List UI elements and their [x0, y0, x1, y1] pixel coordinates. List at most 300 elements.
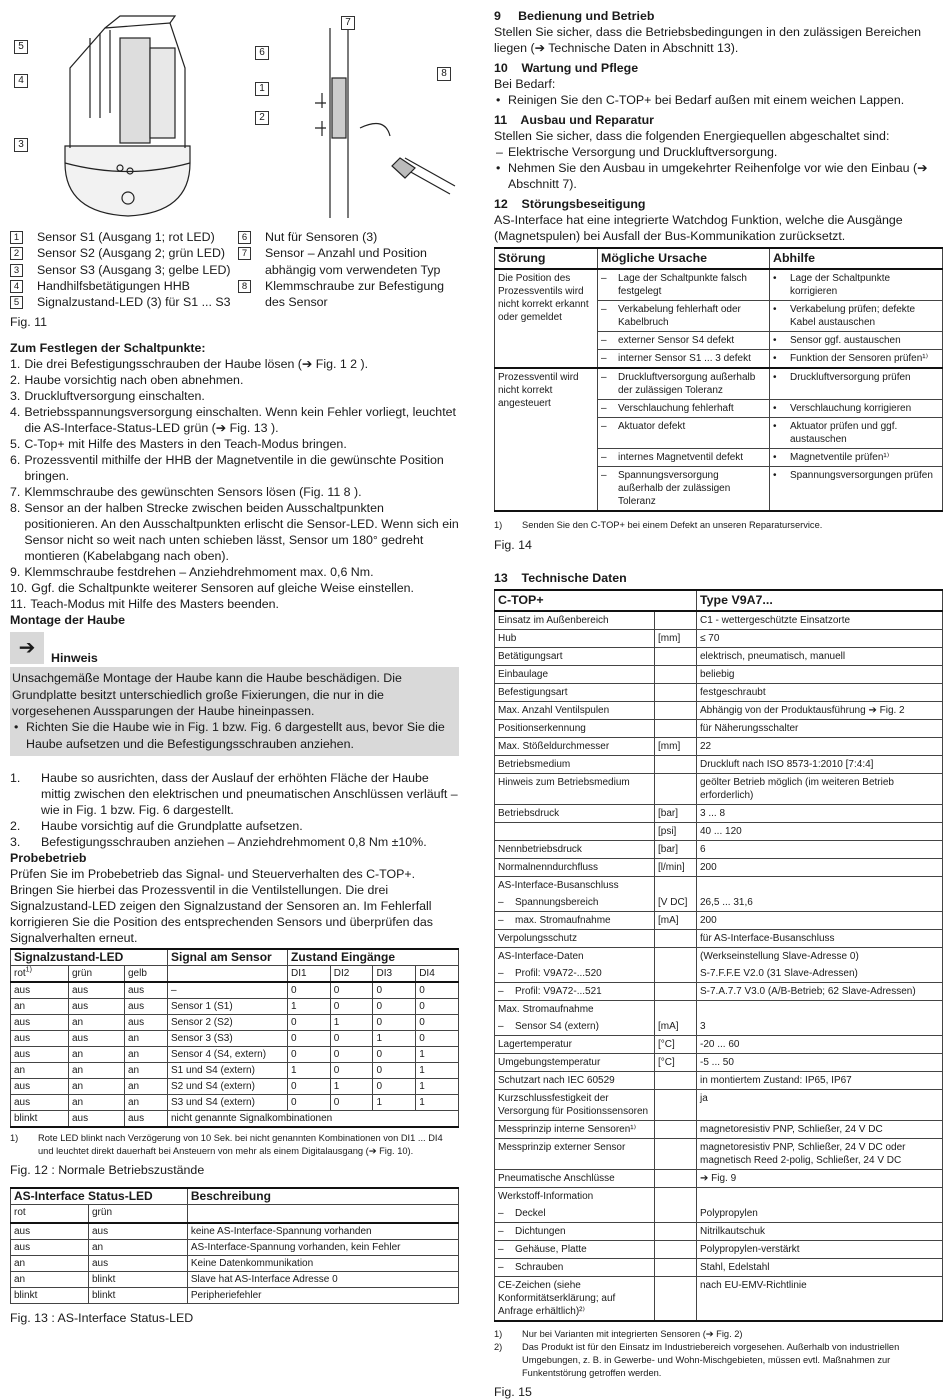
list-item: 2. Haube vorsichtig auf die Grundplatte aufsetzen.: [10, 818, 303, 833]
table-cell: [mm]: [655, 630, 697, 648]
section-11-heading: 11 Ausbau und Reparatur: [494, 113, 654, 127]
table-cell: an: [69, 1046, 125, 1062]
table-row: [495, 894, 943, 912]
table-cell: • Verkabelung prüfen; defekte Kabel austauschen: [770, 301, 943, 332]
montage-heading: Montage der Haube: [10, 613, 125, 628]
table-cell: [655, 720, 697, 738]
table-cell: 1: [330, 1078, 373, 1094]
table-cell: 1: [373, 1030, 416, 1046]
table-row: [495, 859, 943, 877]
table-cell: [mm]: [655, 738, 697, 756]
table-cell: Sensor 4 (S4, extern): [168, 1046, 288, 1062]
callout-3: 3: [14, 138, 28, 152]
table-cell: [655, 1241, 697, 1259]
table-cell: 22: [697, 738, 943, 756]
table-cell: – Aktuator defekt: [598, 418, 770, 449]
table-row: [495, 877, 943, 895]
list-item: 4. Betriebsspannungsversorgung einschalten. Wenn kein Fehler vorliegt, leuchtet die AS-Interface-Status-LED grün (➔ Fig. 13 ).: [10, 405, 456, 436]
list-item: 2. Haube vorsichtig nach oben abnehmen.: [10, 373, 244, 388]
list-item: 8. Sensor an der halben Strecke zwischen beiden Ausschaltpunkten positionieren. An den Ausschaltpunkten erlischt die Sensor-LED. Wenn sich ein Sensor nicht so weit nach unten schieben lässt, Sensor um 180° gedreht montieren (Kabelabgang nach oben).: [10, 501, 459, 564]
table-row: [495, 1170, 943, 1188]
section-10-bullet: Reinigen Sie den C-TOP+ bei Bedarf außen mit einem weichen Lappen.: [508, 93, 905, 107]
table-row: [495, 738, 943, 756]
table-cell: – Dichtungen: [495, 1223, 655, 1241]
table-cell: 0: [416, 1030, 459, 1046]
table-row: [495, 630, 943, 648]
table-cell: Pneumatische Anschlüsse: [495, 1170, 655, 1188]
table-cell: Messprinzip interne Sensoren¹⁾: [495, 1121, 655, 1139]
table-row: [495, 774, 943, 805]
list-item: 5. C-Top+ mit Hilfe des Masters in den Teach-Modus bringen.: [10, 437, 347, 452]
table-cell: -20 ... 60: [697, 1036, 943, 1054]
table-cell: 200: [697, 859, 943, 877]
table-cell: magnetoresistiv PNP, Schließer, 24 V DC: [697, 1121, 943, 1139]
table-cell: in montiertem Zustand: IP65, IP67: [697, 1072, 943, 1090]
legend-num: 1: [10, 231, 23, 244]
table-cell: Prozessventil wird nicht korrekt angesteuert: [495, 368, 598, 511]
table-cell: – Spannungsbereich: [495, 894, 655, 912]
bullet-icon: •: [14, 720, 19, 735]
fig14-footnote: 1) Senden Sie den C-TOP+ bei einem Defekt an unseren Reparaturservice.: [494, 520, 823, 530]
table-cell: aus: [11, 982, 69, 999]
table-cell: S-7.A.7.7 V3.0 (A/B-Betrieb; 62 Slave-Adressen): [697, 983, 943, 1001]
col-header: Signal am Sensor: [168, 949, 288, 966]
legend-num: 7: [238, 247, 251, 260]
table-cell: 200: [697, 912, 943, 930]
table-cell: Stahl, Edelstahl: [697, 1259, 943, 1277]
fig13-table: AS-Interface Status-LED Beschreibung rot grün aus aus keine AS-Interface-Spannung vorhanden aus an AS-Interface-Spannung vorhanden, kein Fehler an aus Keine Datenkommunikation an blinkt Slave hat AS-Interface Adresse 0 blinkt blinkt Peripheriefehler: [10, 1187, 459, 1305]
figure-11-caption: Fig. 11: [10, 315, 47, 330]
table-row: [495, 841, 943, 859]
table-cell: magnetoresistiv PNP, Schließer, 24 V DC oder magnetisch Reed 2-polig, Schließer, 24 V DC: [697, 1139, 943, 1170]
list-item: 7. Klemmschraube des gewünschten Sensors lösen (Fig. 11 8 ).: [10, 485, 362, 500]
table-cell: an: [125, 1078, 168, 1094]
fig15-table: C-TOP+ Type V9A7... Einsatz im Außenbereich C1 - wettergeschützte Einsatzorte Hub [mm] ≤ 70 Betätigungsart elektrisch, pneumatisch, manuell Einbaulage beliebig Befestigungsart festgeschraubt Max. Anzahl Ventilspulen Abhängig von der Produktausführung ➔ Fig. 2 Positionserkennung für Näherungsschalter Max. Stößeldurchmesser [mm] 22 Betriebsmedium Druckluft nach ISO 8573-1:2010 [7:4:4] Hinweis zum Betriebsmedium geölter Betrieb möglich (im weiteren Betrieb erforderlich) Betriebsdruck [bar] 3 ... 8 [psi] 40 ... 120 Nennbetriebsdruck [bar] 6 Normalnenndurchfluss [l/min] 200 AS-Interface-Busanschluss – Spannungsbereich [V DC] 26,5 ... 31,6 – max. Stromaufnahme [mA] 200 Verpolungsschutz für AS-Interface-Busanschluss AS-Interface-Daten (Werkseinstellung Slave-Adresse 0) – Profil: V9A72-...520 S-7.F.F.E V2.0 (31 Slave-Adressen) – Profil: V9A72-...521 S-7.A.7.7 V3.0 (A/B-Betrieb; 62 Slave-Adressen) Max. Stromaufnahme – Sensor S4 (extern) [mA] 3 Lagertemperatur [°C] -20 ... 60 Umgebungstemperatur [°C] -5 ... 50 Schutzart nach IEC 60529 in montiertem Zustand: IP65, IP67 Kurzschlussfestigkeit der Versorgung für Positionssensoren ja Messprinzip interne Sensoren¹⁾ magnetoresistiv PNP, Schließer, 24 V DC Messprinzip externer Sensor magnetoresistiv PNP, Schließer, 24 V DC oder magnetisch Reed 2-polig, Schließer, 24 V DC Pneumatische Anschlüsse ➔ Fig. 9 Werkstoff-Information – Deckel Polypropylen – Dichtungen Nitrilkautschuk – Gehäuse, Platte Polypropylen-verstärkt – Schrauben Stahl, Edelstahl CE-Zeichen (siehe Konformitätserklärung; auf Anfrage erhältlich)²⁾ nach EU-EMV-Richtlinie: [494, 589, 943, 1322]
section-11-dash: Elektrische Versorgung und Druckluftversorgung.: [508, 145, 778, 159]
table-cell: [655, 1277, 697, 1322]
table-row: [495, 912, 943, 930]
table-cell: an: [11, 998, 69, 1014]
table-cell: Druckluft nach ISO 8573-1:2010 [7:4:4]: [697, 756, 943, 774]
table-cell: 6: [697, 841, 943, 859]
table-cell: – Deckel: [495, 1205, 655, 1223]
table-cell: blinkt: [89, 1288, 188, 1304]
table-cell: – Verkabelung fehlerhaft oder Kabelbruch: [598, 301, 770, 332]
table-cell: Umgebungstemperatur: [495, 1054, 655, 1072]
table-cell: ≤ 70: [697, 630, 943, 648]
table-cell: 1: [416, 1062, 459, 1078]
callout-4: 4: [14, 74, 28, 88]
legend-text: Sensor S2 (Ausgang 2; grün LED): [37, 246, 226, 261]
hinweis-label: Hinweis: [51, 651, 98, 666]
table-cell: Sensor 2 (S2): [168, 1014, 288, 1030]
table-cell: 1: [416, 1078, 459, 1094]
table-cell: – interner Sensor S1 ... 3 defekt: [598, 350, 770, 369]
table-cell: 0: [288, 1014, 331, 1030]
table-row: [495, 611, 943, 630]
table-cell: [655, 666, 697, 684]
table-cell: 1: [416, 1094, 459, 1110]
list-item: 9. Klemmschraube festdrehen – Anziehdrehmoment max. 0,6 Nm.: [10, 565, 374, 580]
table-cell: aus: [11, 1078, 69, 1094]
schaltpunkte-heading: Zum Festlegen der Schaltpunkte:: [10, 341, 206, 356]
table-cell: 0: [288, 1030, 331, 1046]
list-item: 3. Befestigungsschrauben anziehen – Anziehdrehmoment 0,8 Nm ±10%.: [10, 834, 427, 849]
table-cell: an: [69, 1014, 125, 1030]
table-cell: Sensor 1 (S1): [168, 998, 288, 1014]
table-cell: [mA]: [655, 912, 697, 930]
figure-15-caption: Fig. 15: [494, 1385, 532, 1399]
table-cell: Verpolungsschutz: [495, 930, 655, 948]
fig15-footnote-1: 1) Nur bei Varianten mit integrierten Sensoren (➔ Fig. 2): [494, 1329, 743, 1339]
table-cell: an: [69, 1094, 125, 1110]
col-header: Zustand Eingänge: [288, 949, 459, 966]
section-11-bullet: Nehmen Sie den Ausbau in umgekehrter Reihenfolge vor wie den Einbau (➔ Abschnitt 7).: [508, 161, 928, 191]
table-cell: – Profil: V9A72-...520: [495, 965, 655, 983]
list-item: 6. Prozessventil mithilfe der HHB der Magnetventile in die gewünschte Position bringen.: [10, 453, 444, 484]
table-row: [11, 1046, 459, 1062]
table-cell: [655, 611, 697, 630]
table-cell: [655, 648, 697, 666]
table-cell: Sensor 3 (S3): [168, 1030, 288, 1046]
table-cell: 1: [416, 1046, 459, 1062]
table-cell: – max. Stromaufnahme: [495, 912, 655, 930]
table-row: [495, 648, 943, 666]
table-row: [495, 930, 943, 948]
table-cell: Max. Anzahl Ventilspulen: [495, 702, 655, 720]
table-row: [11, 998, 459, 1014]
table-row: [495, 720, 943, 738]
table-cell: Normalnenndurchfluss: [495, 859, 655, 877]
section-12-text: AS-Interface hat eine integrierte Watchdog Funktion, welche die Ausgänge (Magnetspulen) bei Ausfall der Bus-Kommunikation zurücksetzt.: [494, 213, 903, 243]
fig15-footnote-2: 2) Das Produkt ist für den Einsatz im Industriebereich vorgesehen. Außerhalb von industriellen Umgebungen, z. B. in Gewerbe- und Wohn-Mischgebieten, müssen evtl. Maßnahmen zur Funkentstörung getroffen werden.: [494, 1342, 900, 1378]
table-cell: –: [168, 982, 288, 999]
table-cell: 0: [330, 1062, 373, 1078]
legend-num: 5: [10, 296, 23, 309]
section-12-heading: 12 Störungsbeseitigung: [494, 197, 646, 211]
table-cell: 0: [373, 1014, 416, 1030]
table-cell: [°C]: [655, 1036, 697, 1054]
table-cell: an: [125, 1046, 168, 1062]
table-cell: Werkstoff-Information: [495, 1188, 655, 1206]
table-row: [495, 983, 943, 1001]
table-cell: 3: [697, 1018, 943, 1036]
table-cell: aus: [11, 1046, 69, 1062]
table-row: [495, 1090, 943, 1121]
table-cell: 0: [330, 998, 373, 1014]
legend-text: Sensor S1 (Ausgang 1; rot LED): [37, 230, 215, 244]
table-cell: 1: [373, 1094, 416, 1110]
table-cell: Lagertemperatur: [495, 1036, 655, 1054]
table-cell: Betriebsdruck: [495, 805, 655, 823]
table-cell: – Verschlauchung fehlerhaft: [598, 400, 770, 418]
callout-7: 7: [341, 16, 355, 30]
table-cell: S2 und S4 (extern): [168, 1078, 288, 1094]
table-cell: Polypropylen-verstärkt: [697, 1241, 943, 1259]
table-cell: [655, 930, 697, 948]
table-cell: Hinweis zum Betriebsmedium: [495, 774, 655, 805]
table-row: [495, 1259, 943, 1277]
table-row: [11, 1014, 459, 1030]
table-cell: 0: [416, 998, 459, 1014]
table-cell: aus: [125, 1014, 168, 1030]
figure-13-caption: Fig. 13 : AS-Interface Status-LED: [10, 1311, 194, 1326]
legend-num: 6: [238, 231, 251, 244]
table-cell: blinkt: [89, 1272, 188, 1288]
table-cell: [655, 1170, 697, 1188]
table-cell: 0: [373, 998, 416, 1014]
table-cell: [655, 1259, 697, 1277]
table-row: [495, 1139, 943, 1170]
table-cell: Max. Stößeldurchmesser: [495, 738, 655, 756]
table-cell: aus: [11, 1014, 69, 1030]
table-cell: an: [125, 1062, 168, 1078]
legend-text: Klemmschraube zur Befestigung des Sensor: [265, 278, 445, 310]
table-row: [11, 1272, 459, 1288]
table-cell: [psi]: [655, 823, 697, 841]
legend-text: Signalzustand-LED (3) für S1 ... S3: [37, 295, 231, 310]
table-cell: Slave hat AS-Interface Adresse 0: [187, 1272, 458, 1288]
table-row: [495, 1241, 943, 1259]
dash-icon: –: [496, 145, 503, 159]
table-cell: aus: [11, 1223, 89, 1240]
table-cell: 3 ... 8: [697, 805, 943, 823]
table-cell: [655, 965, 697, 983]
table-cell: aus: [69, 982, 125, 999]
table-cell: festgeschraubt: [697, 684, 943, 702]
table-cell: AS-Interface-Daten: [495, 948, 655, 966]
table-row: [495, 702, 943, 720]
list-item: 11. Teach-Modus mit Hilfe des Masters beenden.: [10, 597, 279, 612]
hinweis-text: Unsachgemäße Montage der Haube kann die Haube beschädigen. Die Grundplatte besitzt unterschiedlich große Fixierungen, die nur in die vorgesehenen Aussparungen der Haube hineinpassen.: [12, 671, 402, 719]
table-cell: 0: [288, 1094, 331, 1110]
table-cell: AS-Interface-Spannung vorhanden, kein Fehler: [187, 1240, 458, 1256]
table-cell: • Verschlauchung korrigieren: [770, 400, 943, 418]
table-cell: [655, 1090, 697, 1121]
table-cell: S1 und S4 (extern): [168, 1062, 288, 1078]
fig12-table: Signalzustand-LED Signal am Sensor Zustand Eingänge rot$^{1)}$ grün gelb DI1 DI2 DI3 DI4 aus aus aus – 0 0 0 0 an aus aus Sensor 1 (S1) 1 0 0 0 aus an aus Sensor 2 (S2) 0 1 0 0 aus aus an Sensor 3 (S3) 0 0 1 0 aus an an Sensor 4 (S4, extern) 0 0 0 1 an an an S1 und S4 (extern) 1 0 0 1 aus an an S2 und S4 (extern) 0 1 0 1 aus an an S3 und S4 (extern) 0 0 1 1 blinkt aus aus nicht genannte Signalkombinationen: [10, 948, 459, 1128]
table-row: [495, 1018, 943, 1036]
table-cell: aus: [69, 998, 125, 1014]
table-cell: an: [89, 1240, 188, 1256]
table-cell: [mA]: [655, 1018, 697, 1036]
table-cell: für Näherungsschalter: [697, 720, 943, 738]
table-cell: Polypropylen: [697, 1205, 943, 1223]
table-cell: an: [11, 1256, 89, 1272]
hinweis-box: [10, 667, 459, 755]
table-cell: • Magnetventile prüfen¹⁾: [770, 449, 943, 467]
table-cell: 0: [288, 1046, 331, 1062]
table-cell: beliebig: [697, 666, 943, 684]
table-cell: aus: [11, 1030, 69, 1046]
callout-5: 5: [14, 40, 28, 54]
table-row: [11, 1078, 459, 1094]
table-cell: (Werkseinstellung Slave-Adresse 0): [697, 948, 943, 966]
montage-steps: [10, 770, 459, 850]
legend-num: 8: [238, 280, 251, 293]
callout-8: 8: [437, 67, 451, 81]
table-cell: aus: [11, 1240, 89, 1256]
table-cell: Hub: [495, 630, 655, 648]
table-cell: blinkt: [11, 1288, 89, 1304]
table-cell: Keine Datenkommunikation: [187, 1256, 458, 1272]
table-cell: – Schrauben: [495, 1259, 655, 1277]
legend-num: 3: [10, 264, 23, 277]
table-cell: [655, 684, 697, 702]
table-cell: an: [125, 1094, 168, 1110]
list-item: 1. Haube so ausrichten, dass der Auslauf der erhöhten Fläche der Haube mittig zwischen den elektrischen und pneumatischen Anschlüssen verläuft – wie in Fig. 1 bzw. Fig. 6 dargestellt.: [10, 770, 458, 817]
table-cell: 0: [288, 1078, 331, 1094]
section-9-heading: 9 Bedienung und Betrieb: [494, 9, 655, 23]
table-row: [495, 1036, 943, 1054]
table-cell: 0: [330, 1046, 373, 1062]
table-cell: 0: [416, 982, 459, 999]
table-row: [495, 1188, 943, 1206]
table-cell: • Lage der Schaltpunkte korrigieren: [770, 269, 943, 301]
table-cell: [655, 702, 697, 720]
table-row: [495, 666, 943, 684]
table-cell: 26,5 ... 31,6: [697, 894, 943, 912]
table-cell: aus: [89, 1256, 188, 1272]
table-cell: • Spannungsversorgungen prüfen: [770, 467, 943, 512]
table-cell: [495, 823, 655, 841]
table-cell: Messprinzip externer Sensor: [495, 1139, 655, 1170]
hinweis-bullet: Richten Sie die Haube wie in Fig. 1 bzw. Fig. 6 dargestellt aus, bevor Sie die Haube aufsetzen und die Befestigungsschrauben anziehen.: [26, 720, 445, 751]
callout-1: 1: [255, 82, 269, 96]
table-cell: [bar]: [655, 841, 697, 859]
table-cell: 0: [416, 1014, 459, 1030]
table-cell: keine AS-Interface-Spannung vorhanden: [187, 1223, 458, 1240]
table-cell: 0: [373, 1062, 416, 1078]
table-row: [11, 982, 459, 999]
table-cell: [655, 1121, 697, 1139]
table-row: [495, 1054, 943, 1072]
table-cell: • Funktion der Sensoren prüfen¹⁾: [770, 350, 943, 369]
table-cell: C1 - wettergeschützte Einsatzorte: [697, 611, 943, 630]
schaltpunkte-steps: [10, 356, 459, 612]
section-9-text: Stellen Sie sicher, dass die Betriebsbedingungen in den zulässigen Bereichen liegen (➔ Technische Daten in Abschnitt 13).: [494, 25, 922, 55]
table-cell: Schutzart nach IEC 60529: [495, 1072, 655, 1090]
col-header: AS-Interface Status-LED: [11, 1188, 188, 1205]
figure-12-caption: Fig. 12 : Normale Betriebszustände: [10, 1162, 205, 1177]
table-row: [495, 823, 943, 841]
probebetrieb-heading: Probebetrieb: [10, 850, 87, 865]
table-row: [11, 1062, 459, 1078]
table-cell: • Sensor ggf. austauschen: [770, 332, 943, 350]
table-cell: 0: [330, 1030, 373, 1046]
figure-14-caption: Fig. 14: [494, 538, 532, 552]
bullet-icon: •: [496, 161, 501, 175]
table-cell: Einsatz im Außenbereich: [495, 611, 655, 630]
table-cell: 0: [373, 982, 416, 999]
table-cell: Nitrilkautschuk: [697, 1223, 943, 1241]
callout-2: 2: [255, 111, 269, 125]
table-row: [495, 1205, 943, 1223]
table-cell: nach EU-EMV-Richtlinie: [697, 1277, 943, 1322]
table-cell: -5 ... 50: [697, 1054, 943, 1072]
section-10-text: Bei Bedarf:: [494, 77, 556, 91]
table-row: [11, 1223, 459, 1240]
table-cell: Die Position des Prozessventils wird nicht korrekt erkannt oder gemeldet: [495, 269, 598, 368]
table-cell: – Profil: V9A72-...521: [495, 983, 655, 1001]
arrow-right-icon: ➔: [10, 632, 44, 664]
table-cell: [655, 1205, 697, 1223]
left-column: [10, 8, 459, 1346]
fig14-table: Störung Mögliche Ursache Abhilfe Die Position des Prozessventils wird nicht korrekt erkannt oder gemeldet – Lage der Schaltpunkte falsch festgelegt • Lage der Schaltpunkte korrigieren – Verkabelung fehlerhaft oder Kabelbruch • Verkabelung prüfen; defekte Kabel austauschen – externer Sensor S4 defekt • Sensor ggf. austauschen – interner Sensor S1 ... 3 defekt • Funktion der Sensoren prüfen¹⁾ Prozessventil wird nicht korrekt angesteuert – Druckluftversorgung außerhalb der zulässigen Toleranz • Druckluftversorgung prüfen – Verschlauchung fehlerhaft • Verschlauchung korrigieren – Aktuator defekt • Aktuator prüfen und ggf. austauschen – internes Magnetventil defekt • Magnetventile prüfen¹⁾ – Spannungsversorgung außerhalb der zulässigen Toleranz • Spannungsversorgungen prüfen: [494, 247, 943, 512]
bullet-icon: •: [496, 93, 501, 107]
table-row: [11, 1240, 459, 1256]
col-header: Signalzustand-LED: [11, 949, 168, 966]
figure-11: [10, 8, 459, 223]
table-cell: [l/min]: [655, 859, 697, 877]
table-cell: Betätigungsart: [495, 648, 655, 666]
table-cell: aus: [125, 982, 168, 999]
right-column: [494, 8, 943, 1399]
table-row: [495, 269, 943, 301]
list-item: 10. Ggf. die Schaltpunkte weiterer Sensoren auf gleiche Weise einstellen.: [10, 581, 414, 596]
table-cell: [°C]: [655, 1054, 697, 1072]
table-cell: – externer Sensor S4 defekt: [598, 332, 770, 350]
table-cell: Max. Stromaufnahme: [495, 1001, 655, 1019]
table-cell: 0: [330, 1094, 373, 1110]
callout-6: 6: [255, 46, 269, 60]
table-cell: CE-Zeichen (siehe Konformitätserklärung; auf Anfrage erhältlich)²⁾: [495, 1277, 655, 1322]
table-cell: [655, 1072, 697, 1090]
table-cell: [655, 1139, 697, 1170]
table-cell: aus: [89, 1223, 188, 1240]
hinweis-header: [10, 630, 459, 664]
legend-text: Sensor S3 (Ausgang 3; gelbe LED): [37, 262, 231, 277]
table-cell: [655, 1188, 697, 1206]
table-cell: [V DC]: [655, 894, 697, 912]
legend-text: Sensor – Anzahl und Position abhängig vom verwendeten Typ: [265, 246, 441, 277]
table-row: blinkt aus aus nicht genannte Signalkombinationen: [11, 1110, 459, 1127]
table-cell: Nennbetriebsdruck: [495, 841, 655, 859]
table-cell: 0: [373, 1078, 416, 1094]
table-cell: Einbaulage: [495, 666, 655, 684]
table-cell: [655, 1223, 697, 1241]
table-cell: aus: [125, 998, 168, 1014]
table-cell: [697, 1188, 943, 1206]
table-cell: – internes Magnetventil defekt: [598, 449, 770, 467]
table-cell: 0: [373, 1046, 416, 1062]
table-cell: an: [69, 1078, 125, 1094]
table-row: [495, 1277, 943, 1322]
table-cell: 0: [288, 982, 331, 999]
table-row: [495, 1072, 943, 1090]
table-cell: Peripheriefehler: [187, 1288, 458, 1304]
table-cell: Abhängig von der Produktausführung ➔ Fig. 2: [697, 702, 943, 720]
figure-11-legend: [10, 229, 459, 310]
table-row: [495, 1001, 943, 1019]
table-cell: [655, 756, 697, 774]
section-11-text: Stellen Sie sicher, dass die folgenden Energiequellen abgeschaltet sind:: [494, 129, 890, 143]
table-cell: Betriebsmedium: [495, 756, 655, 774]
table-row: [495, 1223, 943, 1241]
table-row: [495, 965, 943, 983]
section-10-heading: 10 Wartung und Pflege: [494, 61, 639, 75]
table-row: [495, 684, 943, 702]
table-cell: an: [69, 1062, 125, 1078]
table-cell: – Sensor S4 (extern): [495, 1018, 655, 1036]
probebetrieb-text: Prüfen Sie im Probebetrieb das Signal- und Steuerverhalten des C-TOP+. Bringen Sie hierbei das Prozessventil in die Ventilstellungen. Die drei Signalzustand-LED zeigen den Signalzustand der Sensoren an. Im Fehlerfall korrigieren Sie die Position des entsprechenden Sensors und überprüfen das Signalverhalten erneut.: [10, 866, 433, 945]
table-cell: – Gehäuse, Platte: [495, 1241, 655, 1259]
table-cell: an: [11, 1272, 89, 1288]
table-cell: S-7.F.F.E V2.0 (31 Slave-Adressen): [697, 965, 943, 983]
table-cell: [655, 1001, 697, 1019]
list-item: 1. Die drei Befestigungsschrauben der Haube lösen (➔ Fig. 1 2 ).: [10, 357, 369, 372]
table-cell: – Lage der Schaltpunkte falsch festgelegt: [598, 269, 770, 301]
